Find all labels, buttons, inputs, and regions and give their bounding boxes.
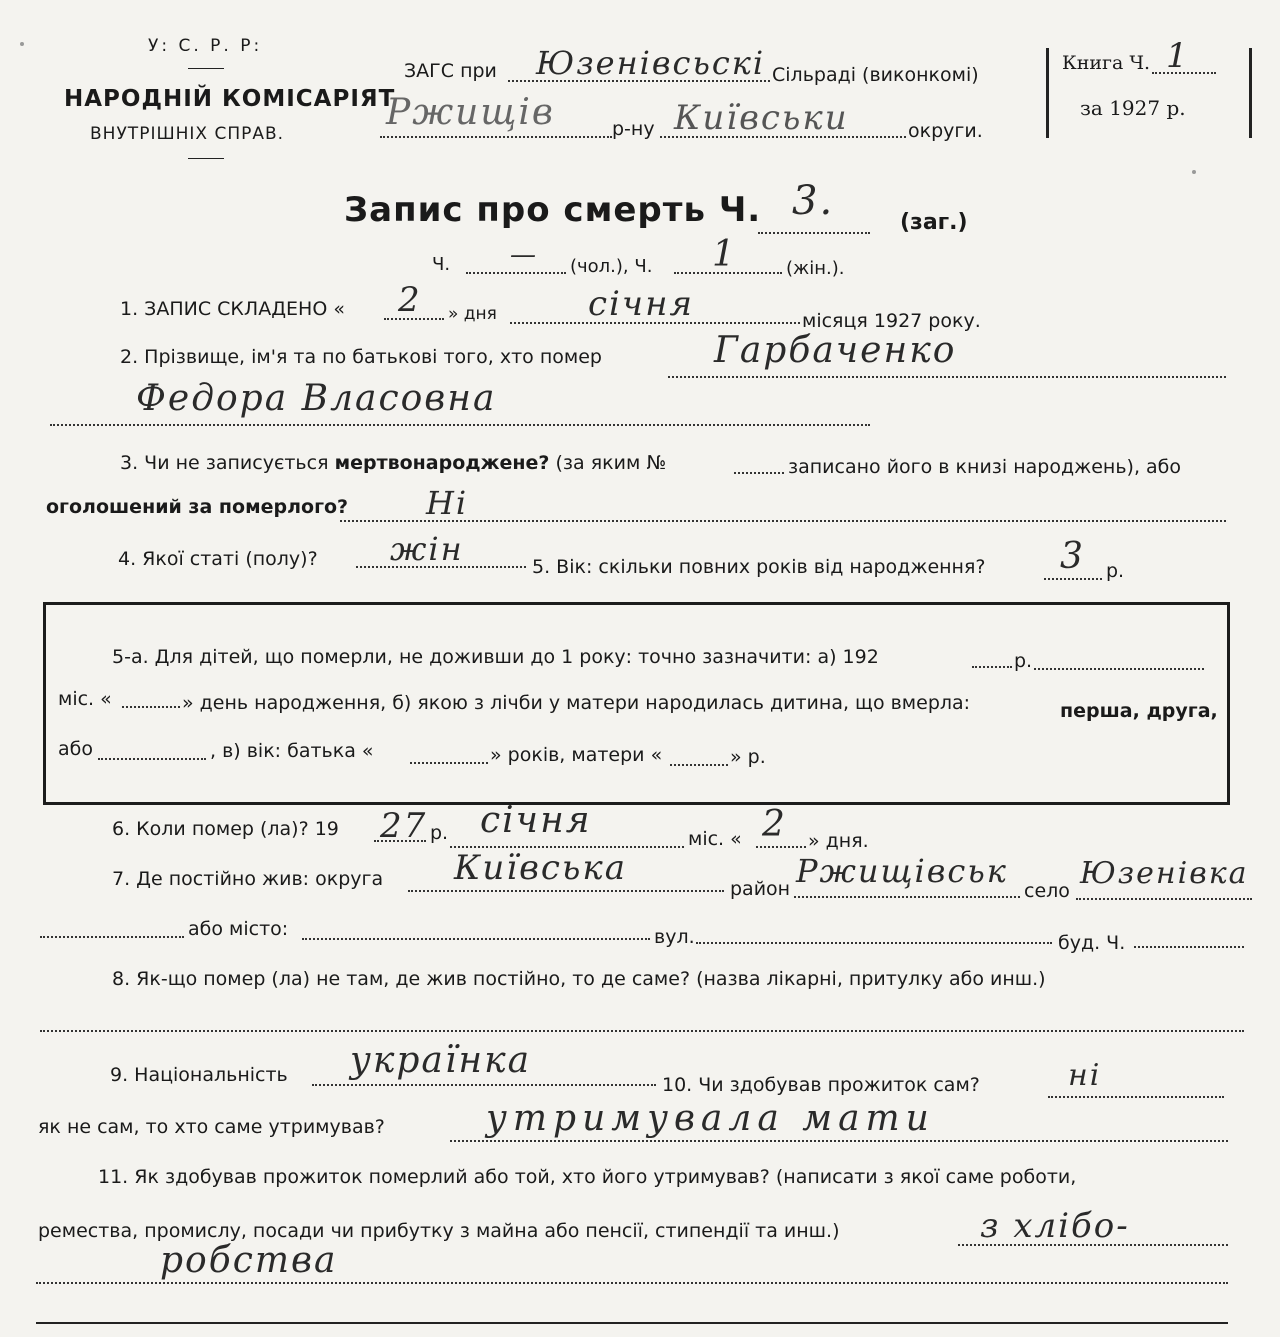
field-11-answer2-line <box>36 1282 1228 1284</box>
commissariat-title: НАРОДНІЙ КОМІСАРІЯТ <box>64 86 396 112</box>
field-6-day-line <box>756 846 806 848</box>
field-3-text <box>120 452 666 474</box>
field-5a-line2b: » день народження, б) якою з лічби у матери народилась дитина, що вмерла: <box>182 692 971 714</box>
field-1-day-handwriting: 2 <box>398 280 422 320</box>
field-6-month-handwriting: січня <box>480 800 592 841</box>
book-number-handwriting: 1 <box>1166 36 1190 76</box>
field-7-vul-line <box>696 942 1052 944</box>
field-7-vul-label: вул. <box>654 926 695 948</box>
field-2-name-line <box>50 424 870 426</box>
okruha-handwriting: Київськи <box>674 98 849 138</box>
paper-speck <box>1192 170 1196 174</box>
field-5-end: р. <box>1106 560 1125 582</box>
title-sub-ch: Ч. <box>432 254 451 275</box>
field-11-answer1-handwriting: з хлібо- <box>980 1206 1130 1246</box>
field-3-answer-handwriting: Ні <box>426 484 469 522</box>
field-9-label: 9. Національність <box>110 1064 288 1086</box>
field-7-okruha-line <box>408 890 724 892</box>
department-title: ВНУТРІШНІХ СПРАВ. <box>90 124 285 144</box>
field-7-raion-label: район <box>730 878 791 900</box>
zags-prefix: ЗАГС при <box>404 60 497 82</box>
field-1-end: місяця 1927 року. <box>802 310 981 332</box>
field-5-age-handwriting: 3 <box>1060 536 1085 577</box>
header-divider <box>188 68 224 69</box>
field-11-line1: 11. Як здобував прожиток померлий або той, хто його утримував? (написати з якої саме роботи, <box>98 1166 1077 1188</box>
field-10-label: 10. Чи здобував прожиток сам? <box>662 1074 980 1096</box>
field-7-selo-line <box>1076 898 1252 900</box>
field-7-selo-handwriting: Юзенівка <box>1080 856 1249 891</box>
field-5a-year-line <box>972 666 1012 668</box>
header-divider <box>188 158 224 159</box>
field-11-answer2-handwriting: робства <box>160 1240 338 1281</box>
field-11-line2: ремества, промислу, посади чи прибутку з майна або пенсії, стипендії та инш.) <box>38 1220 840 1242</box>
field-3-declared-dead: оголошений за померлого? <box>46 496 349 518</box>
field-6-mid2: міс. « <box>688 828 742 850</box>
field-7-misto-lead-line <box>40 936 184 938</box>
title-suffix: (заг.) <box>900 210 968 235</box>
male-count-handwriting: — <box>510 240 538 270</box>
field-5-age-line <box>1044 578 1102 580</box>
field-3-part2: (за яким № <box>555 452 667 474</box>
district-line <box>380 136 612 138</box>
field-6-year-handwriting: 27 <box>380 806 428 846</box>
field-5a-line1: 5-а. Для дітей, що померли, не доживши до 1 року: точно зазначити: а) 192 <box>112 646 879 668</box>
field-7-misto-line <box>302 938 650 940</box>
field-7-label: 7. Де постійно жив: округа <box>112 868 384 890</box>
field-2-name-handwriting: Федора Власовна <box>136 378 497 419</box>
field-5-label: 5. Вік: скільки повних років від народження? <box>532 556 986 578</box>
field-7-bud-line <box>1134 946 1244 948</box>
field-5a-mother-line <box>670 764 728 766</box>
field-5a-trailing-line <box>1034 668 1204 670</box>
field-10-support-line <box>450 1140 1228 1142</box>
field-2-surname-handwriting: Гарбаченко <box>714 330 957 371</box>
field-6-mid1: р. <box>430 822 449 844</box>
field-2-label: 2. Прізвище, ім'я та по батькові того, хто помер <box>120 346 602 368</box>
field-4-label: 4. Якої статі (полу)? <box>118 548 318 570</box>
field-7-misto-label: або місто: <box>188 918 289 940</box>
field-3-number-line <box>734 472 784 474</box>
zags-suffix: Сільраді (виконкомі) <box>772 64 979 86</box>
field-2-surname-line <box>668 376 1226 378</box>
okruha-label: округи. <box>908 120 983 142</box>
field-4-answer-handwriting: жін <box>390 530 464 568</box>
male-count-line <box>466 272 566 274</box>
field-5a-line3d: » р. <box>730 746 766 768</box>
paper-speck <box>20 42 24 46</box>
field-3-stillborn: мертвонароджене? <box>334 452 550 474</box>
bottom-rule <box>36 1322 1228 1324</box>
field-5a-line3a: або <box>58 738 93 760</box>
field-10-support-handwriting: утримувала мати <box>486 1098 935 1139</box>
field-3-answer-line <box>340 520 1226 522</box>
title-sub-female: (жін.). <box>786 258 845 279</box>
field-7-bud-label: буд. Ч. <box>1058 932 1126 954</box>
district-handwriting: Ржищів <box>386 92 555 133</box>
field-6-label: 6. Коли помер (ла)? 19 <box>112 818 339 840</box>
field-1-mid: » дня <box>448 304 497 324</box>
field-8-answer-line <box>40 1030 1244 1032</box>
field-9-answer-handwriting: українка <box>350 1040 532 1081</box>
republic-label: У: С. Р. Р: <box>148 36 263 56</box>
field-3-part1: 3. Чи не записується <box>120 452 329 474</box>
book-label: Книга Ч. <box>1062 52 1151 74</box>
field-5a-father-line <box>410 762 488 764</box>
field-5a-day-line <box>122 706 180 708</box>
field-10-support-label: як не сам, то хто саме утримував? <box>38 1116 385 1138</box>
district-label: р-ну <box>612 118 655 140</box>
field-5a-line1-end: р. <box>1014 650 1033 672</box>
field-1-month-handwriting: січня <box>588 284 694 324</box>
field-5a-line3c: » років, матери « <box>490 744 663 766</box>
field-1-label: 1. ЗАПИС СКЛАДЕНО « <box>120 298 345 320</box>
field-5a-line3b: , в) вік: батька « <box>210 740 374 762</box>
field-6-end: » дня. <box>808 830 869 852</box>
field-6-day-handwriting: 2 <box>762 804 787 845</box>
title-number-handwriting: 3. <box>792 178 835 224</box>
title-number-line <box>758 232 870 234</box>
page-title: Запис про смерть Ч. <box>344 190 762 230</box>
female-count-handwriting: 1 <box>712 234 737 275</box>
field-7-okruha-handwriting: Київська <box>454 848 628 888</box>
field-5a-first-second: перша, друга, <box>1060 700 1218 722</box>
field-5a-line2a: міс. « <box>58 688 112 710</box>
field-7-raion-line <box>794 896 1020 898</box>
field-7-selo-label: село <box>1024 880 1070 902</box>
title-sub-male: (чол.), Ч. <box>570 256 653 277</box>
field-8-label: 8. Як-що помер (ла) не там, де жив постійно, то де саме? (назва лікарні, притулку або инш.) <box>112 968 1046 990</box>
field-5a-or-line <box>98 758 206 760</box>
zags-village-handwriting: Юзенівсьскі <box>536 44 766 82</box>
book-year: за 1927 р. <box>1080 96 1186 120</box>
field-10-answer-handwriting: ні <box>1068 1058 1102 1093</box>
field-10-answer-line <box>1048 1096 1224 1098</box>
field-9-answer-line <box>312 1084 656 1086</box>
field-3-part3: записано його в книзі народжень), або <box>788 456 1182 478</box>
field-7-raion-handwriting: Ржищівськ <box>796 852 1008 890</box>
